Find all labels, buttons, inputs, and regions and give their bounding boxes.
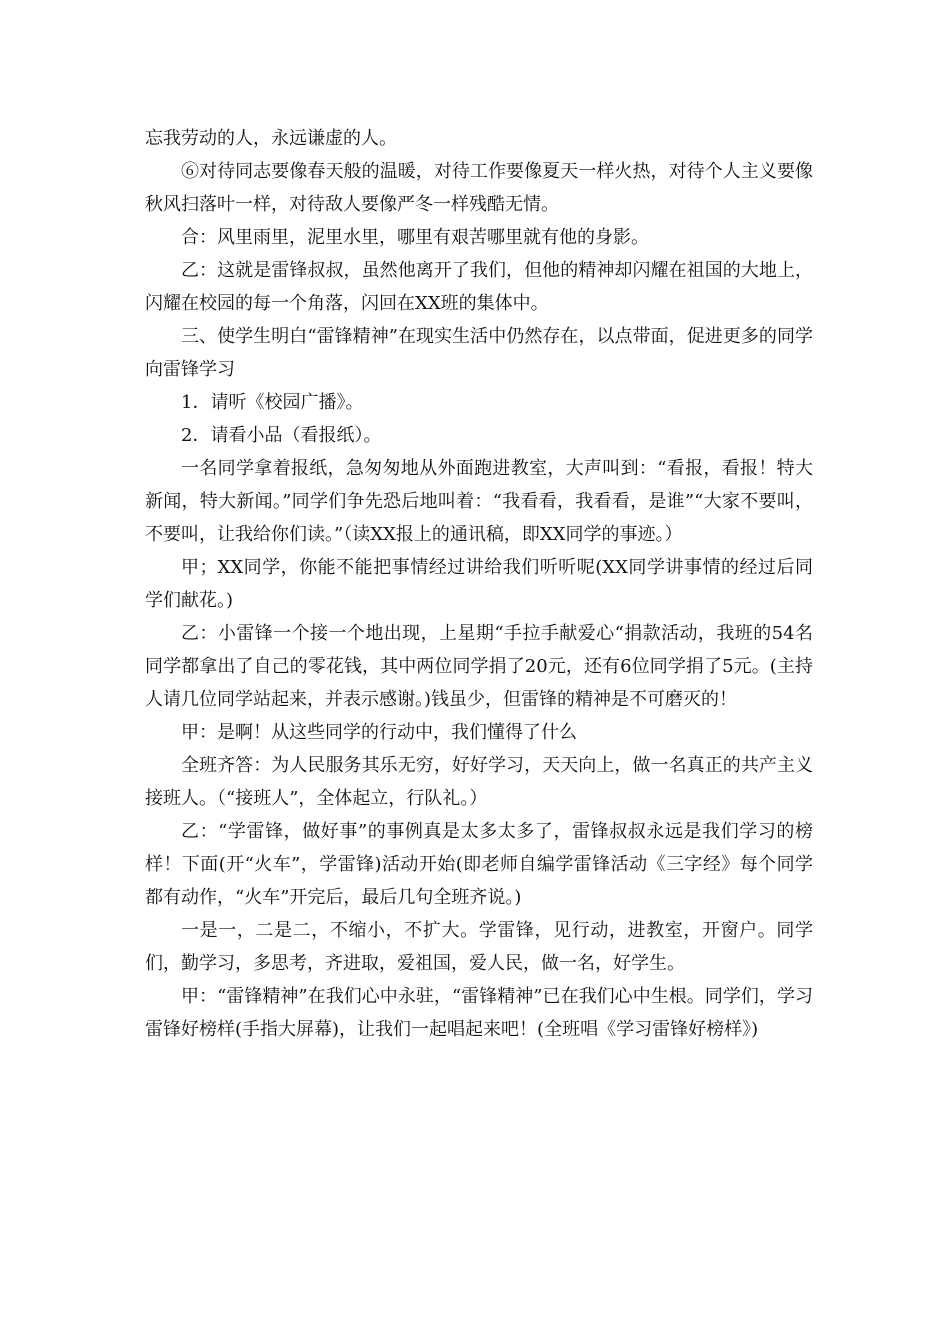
document-page (145, 122, 813, 1046)
paragraph: 忘我劳动的人，永远谦虚的人。 (145, 128, 397, 149)
list-item: 2．请看小品（看报纸）。 (181, 425, 382, 446)
paragraph: 乙：这就是雷锋叔叔，虽然他离开了我们，但他的精神却闪耀在祖国的大地上，闪耀在校园的每一个角落，闪回在XX班的集体中。 (145, 260, 813, 314)
paragraph: 合：风里雨里，泥里水里，哪里有艰苦哪里就有他的身影。 (181, 227, 649, 248)
paragraph: 甲：是啊！从这些同学的行动中，我们懂得了什么 (181, 722, 577, 743)
list-item: 1．请听《校园广播》。 (181, 392, 364, 413)
paragraph: 一名同学拿着报纸，急匆匆地从外面跑进教室，大声叫到：“看报，看报！特大新闻，特大新闻。”同学们争先恐后地叫着：“我看看，我看看，是谁”“大家不要叫，不要叫，让我给你们读。”（读XX报上的通讯稿，即XX同学的事迹。） (145, 458, 813, 545)
paragraph: 乙：小雷锋一个接一个地出现，上星期“手拉手献爱心“捐款活动，我班的54名同学都拿出了自己的零花钱，其中两位同学捐了20元，还有6位同学捐了5元。(主持人请几位同学站起来，并表示感谢。)钱虽少，但雷锋的精神是不可磨灭的！ (145, 623, 813, 710)
paragraph: 全班齐答：为人民服务其乐无穷，好好学习，天天向上，做一名真正的共产主义接班人。（“接班人”，全体起立，行队礼。） (145, 755, 813, 809)
paragraph: 乙：“学雷锋，做好事”的事例真是太多太多了，雷锋叔叔永远是我们学习的榜样！下面(开“火车”，学雷锋)活动开始(即老师自编学雷锋活动《三字经》每个同学都有动作，“火车”开完后，最后几句全班齐说。) (145, 821, 813, 908)
paragraph: 甲；XX同学，你能不能把事情经过讲给我们听听呢(XX同学讲事情的经过后同学们献花。) (145, 557, 813, 611)
paragraph: ⑥对待同志要像春天般的温暖，对待工作要像夏天一样火热，对待个人主义要像秋风扫落叶一样，对待敌人要像严冬一样残酷无情。 (145, 161, 813, 215)
section-heading: 三、使学生明白“雷锋精神”在现实生活中仍然存在，以点带面，促进更多的同学向雷锋学习 (145, 326, 813, 380)
paragraph: 一是一，二是二，不缩小，不扩大。学雷锋，见行动，进教室，开窗户。同学们，勤学习，多思考，齐进取，爱祖国，爱人民，做一名，好学生。 (145, 920, 813, 974)
paragraph: 甲：“雷锋精神”在我们心中永驻，“雷锋精神”已在我们心中生根。同学们，学习雷锋好榜样(手指大屏幕)，让我们一起唱起来吧！(全班唱《学习雷锋好榜样》) (145, 986, 813, 1040)
